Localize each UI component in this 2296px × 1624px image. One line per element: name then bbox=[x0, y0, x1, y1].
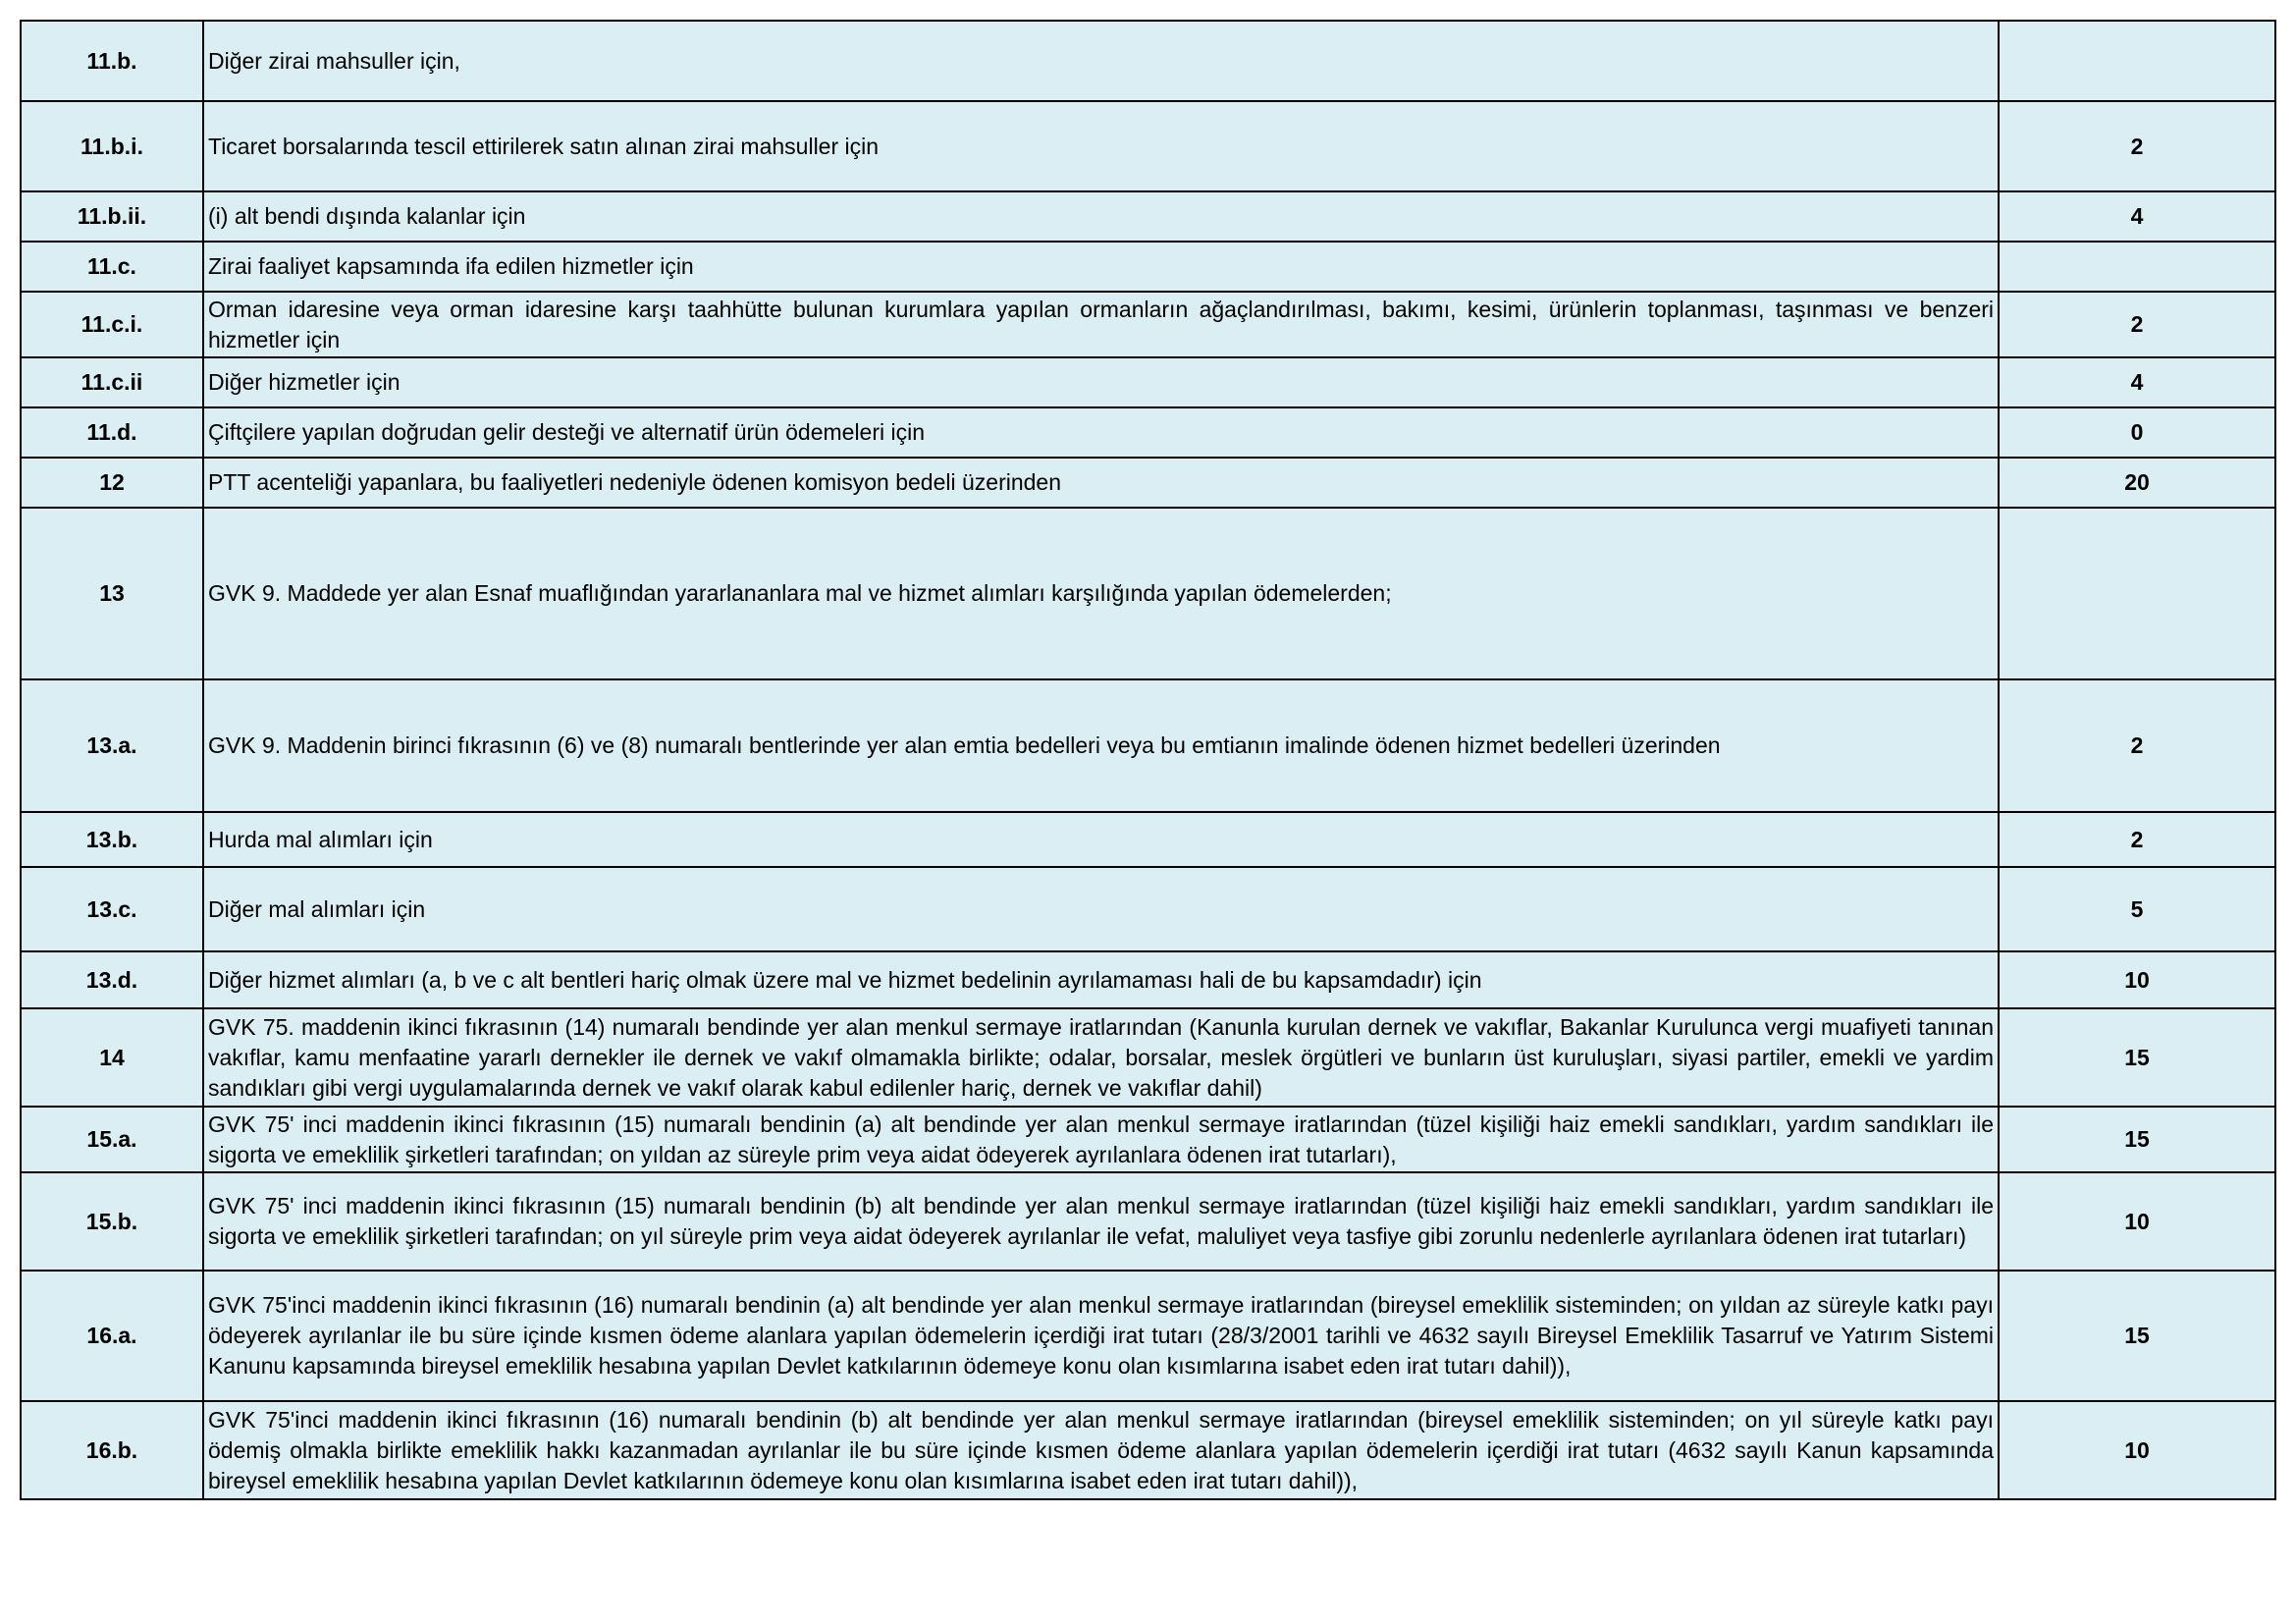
table-row bbox=[21, 508, 2275, 679]
row-description: GVK 75' inci maddenin ikinci fıkrasının (15) numaralı bendinin (b) alt bendinde yer alan menkul sermaye iratlarından (tüzel kişiliği haiz emekli sandıkları, yardım sandıkları ile sigorta ve emeklilik şirketleri tarafından; on yıl süreyle prim veya aidat ödeyerek ayrılanlar ile vefat, maluliyet veya tasfiye gibi zorunlu nedenlerle ayrılanlara ödenen irat tutarları) bbox=[203, 1172, 1999, 1271]
row-rate: 2 bbox=[1999, 292, 2275, 357]
row-code: 13.c. bbox=[21, 867, 203, 951]
row-description: (i) alt bendi dışında kalanlar için bbox=[203, 191, 1999, 242]
row-description: Diğer zirai mahsuller için, bbox=[203, 21, 1999, 101]
table-row bbox=[21, 1401, 2275, 1499]
table-row bbox=[21, 407, 2275, 458]
row-description: Hurda mal alımları için bbox=[203, 812, 1999, 867]
row-rate bbox=[1999, 508, 2275, 679]
row-rate: 4 bbox=[1999, 357, 2275, 407]
row-rate: 20 bbox=[1999, 458, 2275, 508]
row-code: 11.c. bbox=[21, 242, 203, 292]
row-rate: 0 bbox=[1999, 407, 2275, 458]
row-rate: 2 bbox=[1999, 101, 2275, 191]
row-code: 15.a. bbox=[21, 1107, 203, 1172]
row-rate: 2 bbox=[1999, 812, 2275, 867]
row-description: PTT acenteliği yapanlara, bu faaliyetleri nedeniyle ödenen komisyon bedeli üzerinden bbox=[203, 458, 1999, 508]
table-row bbox=[21, 458, 2275, 508]
row-description: Orman idaresine veya orman idaresine karşı taahhütte bulunan kurumlara yapılan ormanların ağaçlandırılması, bakımı, kesimi, ürünlerin toplanması, taşınması ve benzeri hizmetler için bbox=[203, 292, 1999, 357]
table-row bbox=[21, 101, 2275, 191]
row-code: 11.b.ii. bbox=[21, 191, 203, 242]
row-rate bbox=[1999, 21, 2275, 101]
row-rate: 15 bbox=[1999, 1008, 2275, 1107]
row-rate: 15 bbox=[1999, 1271, 2275, 1401]
row-code: 13.b. bbox=[21, 812, 203, 867]
row-code: 11.b.i. bbox=[21, 101, 203, 191]
row-description: GVK 9. Maddenin birinci fıkrasının (6) ve (8) numaralı bentlerinde yer alan emtia bedelleri veya bu emtianın imalinde ödenen hizmet bedelleri üzerinden bbox=[203, 679, 1999, 812]
row-rate: 5 bbox=[1999, 867, 2275, 951]
row-description: GVK 75' inci maddenin ikinci fıkrasının (15) numaralı bendinin (a) alt bendinde yer alan menkul sermaye iratlarından (tüzel kişiliği haiz emekli sandıkları, yardım sandıkları ile sigorta ve emeklilik şirketleri tarafından; on yıldan az süreyle prim veya aidat ödeyerek ayrılanlara ödenen irat tutarları), bbox=[203, 1107, 1999, 1172]
row-code: 11.c.i. bbox=[21, 292, 203, 357]
table-row bbox=[21, 357, 2275, 407]
table-row bbox=[21, 1008, 2275, 1107]
row-code: 16.a. bbox=[21, 1271, 203, 1401]
table-row bbox=[21, 191, 2275, 242]
row-code: 13 bbox=[21, 508, 203, 679]
row-code: 12 bbox=[21, 458, 203, 508]
row-rate: 10 bbox=[1999, 951, 2275, 1008]
row-rate: 2 bbox=[1999, 679, 2275, 812]
row-description: Diğer hizmet alımları (a, b ve c alt bentleri hariç olmak üzere mal ve hizmet bedelinin ayrılamaması hali de bu kapsamdadır) için bbox=[203, 951, 1999, 1008]
table-row bbox=[21, 1107, 2275, 1172]
table-row bbox=[21, 1172, 2275, 1271]
table-row bbox=[21, 679, 2275, 812]
table-row bbox=[21, 1271, 2275, 1401]
row-description: Diğer mal alımları için bbox=[203, 867, 1999, 951]
row-description: GVK 9. Maddede yer alan Esnaf muaflığından yararlananlara mal ve hizmet alımları karşılığında yapılan ödemelerden; bbox=[203, 508, 1999, 679]
row-description: GVK 75. maddenin ikinci fıkrasının (14) numaralı bendinde yer alan menkul sermaye iratlarından (Kanunla kurulan dernek ve vakıflar, Bakanlar Kurulunca vergi muafiyeti tanınan vakıflar, kamu menfaatine yararlı dernekler ile dernek ve vakıf olmamakla birlikte; odalar, borsalar, meslek örgütleri ve bunların üst kuruluşları, siyasi partiler, emekli ve yardim sandıkları gibi vergi uygulamalarında dernek ve vakıf olarak kabul edilenler hariç, dernek ve vakıflar dahil) bbox=[203, 1008, 1999, 1107]
row-code: 13.d. bbox=[21, 951, 203, 1008]
row-description: Zirai faaliyet kapsamında ifa edilen hizmetler için bbox=[203, 242, 1999, 292]
row-rate: 4 bbox=[1999, 191, 2275, 242]
row-code: 16.b. bbox=[21, 1401, 203, 1499]
row-code: 11.b. bbox=[21, 21, 203, 101]
row-code: 11.c.ii bbox=[21, 357, 203, 407]
withholding-rate-table bbox=[20, 20, 2276, 1500]
table-row bbox=[21, 951, 2275, 1008]
row-code: 11.d. bbox=[21, 407, 203, 458]
row-description: Çiftçilere yapılan doğrudan gelir desteği ve alternatif ürün ödemeleri için bbox=[203, 407, 1999, 458]
table-row bbox=[21, 242, 2275, 292]
row-code: 13.a. bbox=[21, 679, 203, 812]
row-code: 15.b. bbox=[21, 1172, 203, 1271]
row-rate: 15 bbox=[1999, 1107, 2275, 1172]
table-row bbox=[21, 21, 2275, 101]
table-row bbox=[21, 812, 2275, 867]
row-rate: 10 bbox=[1999, 1172, 2275, 1271]
table-row bbox=[21, 292, 2275, 357]
row-description: Ticaret borsalarında tescil ettirilerek satın alınan zirai mahsuller için bbox=[203, 101, 1999, 191]
row-rate: 10 bbox=[1999, 1401, 2275, 1499]
row-rate bbox=[1999, 242, 2275, 292]
table-row bbox=[21, 867, 2275, 951]
row-description: Diğer hizmetler için bbox=[203, 357, 1999, 407]
row-description: GVK 75'inci maddenin ikinci fıkrasının (16) numaralı bendinin (a) alt bendinde yer alan menkul sermaye iratlarından (bireysel emeklilik sisteminden; on yıldan az süreyle katkı payı ödeyerek ayrılanlar ile bu süre içinde kısmen ödeme alanlara yapılan ödemelerin içerdiği irat tutarı (28/3/2001 tarihli ve 4632 sayılı Bireysel Emeklilik Tasarruf ve Yatırım Sistemi Kanunu kapsamında bireysel emeklilik hesabına yapılan Devlet katkılarının ödemeye konu olan kısımlarına isabet eden irat tutarı dahil)), bbox=[203, 1271, 1999, 1401]
row-description: GVK 75'inci maddenin ikinci fıkrasının (16) numaralı bendinin (b) alt bendinde yer alan menkul sermaye iratlarından (bireysel emeklilik sisteminden; on yıl süreyle katkı payı ödemiş olmakla birlikte emeklilik hakkı kazanmadan ayrılanlar ile bu süre içinde kısmen ödeme alanlara yapılan ödemelerin içerdiği irat tutarı (4632 sayılı Kanun kapsamında bireysel emeklilik hesabına yapılan Devlet katkılarının ödemeye konu olan kısımlarına isabet eden irat tutarı dahil)), bbox=[203, 1401, 1999, 1499]
row-code: 14 bbox=[21, 1008, 203, 1107]
